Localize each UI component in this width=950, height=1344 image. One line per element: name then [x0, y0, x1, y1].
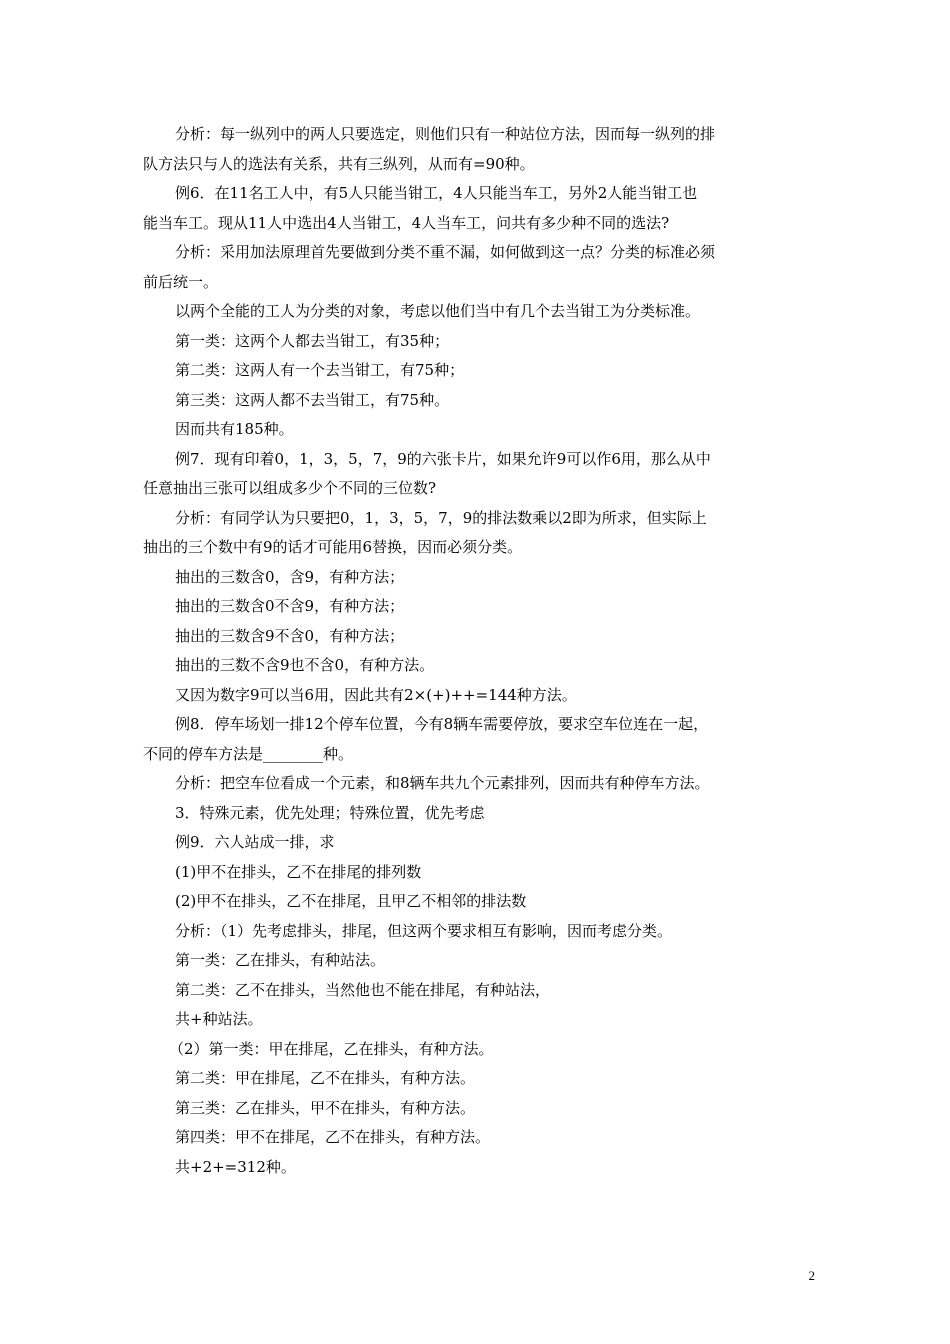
- paragraph-line: 例8．停车场划一排12个停车位置，今有8辆车需要停放，要求空车位连在一起，: [175, 715, 709, 733]
- paragraph-line: 共+种站法。: [175, 1010, 263, 1028]
- paragraph-line: 第四类：甲不在排尾，乙不在排头，有种方法。: [175, 1128, 491, 1146]
- page-number: 2: [808, 1268, 815, 1283]
- paragraph-line: 第一类：乙在排头，有种站法。: [175, 951, 386, 969]
- paragraph-line: 第二类：乙不在排头，当然他也不能在排尾，有种站法，: [175, 980, 551, 999]
- paragraph-line: 第二类：甲在排尾，乙不在排头，有种方法。: [175, 1069, 476, 1087]
- paragraph-line: 例6．在11名工人中，有5人只能当钳工，4人只能当车工，另外2人能当钳工也: [175, 184, 698, 202]
- paragraph-line: （2）第一类：甲在排尾，乙在排头，有种方法。: [169, 1039, 494, 1058]
- paragraph-line: 例7．现有印着0，1，3，5，7，9的六张卡片，如果允许9可以作6用，那么从中: [175, 449, 711, 468]
- paragraph-line: 第三类：这两人都不去当钳工，有75种。: [175, 390, 450, 409]
- paragraph-line: (1)甲不在排头，乙不在排尾的排列数: [175, 862, 422, 881]
- paragraph-line: 前后统一。: [143, 272, 219, 291]
- paragraph-line: 抽出的三数含9不含0，有种方法；: [175, 626, 405, 645]
- paragraph-line: 第三类：乙在排头，甲不在排头，有种方法。: [175, 1098, 476, 1117]
- paragraph-line: 又因为数字9可以当6用，因此共有2×(+)++=144种方法。: [175, 685, 577, 704]
- paragraph-line: 队方法只与人的选法有关系，共有三纵列，从而有=90种。: [143, 154, 535, 173]
- paragraph-line: 抽出的三数含0，含9，有种方法；: [175, 567, 405, 586]
- paragraph-line: 第一类：这两个人都去当钳工，有35种；: [175, 331, 450, 350]
- paragraph-line: 抽出的三数含0不含9，有种方法；: [175, 597, 405, 615]
- paragraph-line: (2)甲不在排头，乙不在排尾，且甲乙不相邻的排法数: [175, 892, 527, 910]
- paragraph-line: 因而共有185种。: [175, 420, 294, 438]
- paragraph-line: 不同的停车方法是________种。: [143, 744, 354, 763]
- paragraph-line: 能当车工。现从11人中选出4人当钳工，4人当车工，问共有多少种不同的选法?: [143, 213, 670, 232]
- paragraph-line: 抽出的三数不含9也不含0，有种方法。: [175, 656, 435, 674]
- paragraph-line: 例9．六人站成一排，求: [175, 833, 335, 851]
- section-heading: 3．特殊元素，优先处理；特殊位置，优先考虑: [175, 803, 485, 822]
- paragraph-line: 分析：把空车位看成一个元素，和8辆车共九个元素排列，因而共有种停车方法。: [175, 774, 710, 792]
- paragraph-line: 以两个全能的工人为分类的对象，考虑以他们当中有几个去当钳工为分类标准。: [175, 302, 701, 320]
- paragraph-line: 抽出的三个数中有9的话才可能用6替换，因而必须分类。: [143, 538, 523, 556]
- paragraph-line: 任意抽出三张可以组成多少个不同的三位数?: [143, 479, 437, 497]
- paragraph-line: 分析：每一纵列中的两人只要选定，则他们只有一种站位方法，因而每一纵列的排: [175, 125, 716, 143]
- paragraph-line: 分析：（1）先考虑排头，排尾，但这两个要求相互有影响，因而考虑分类。: [175, 921, 673, 940]
- paragraph-line: 第二类：这两人有一个去当钳工，有75种；: [175, 361, 465, 379]
- paragraph-line: 分析：采用加法原理首先要做到分类不重不漏，如何做到这一点？分类的标准必须: [175, 243, 716, 261]
- paragraph-line: 共+2+=312种。: [175, 1157, 296, 1176]
- paragraph-line: 分析：有同学认为只要把0，1，3，5，7，9的排法数乘以2即为所求，但实际上: [175, 508, 707, 527]
- document-body: [143, 120, 808, 1182]
